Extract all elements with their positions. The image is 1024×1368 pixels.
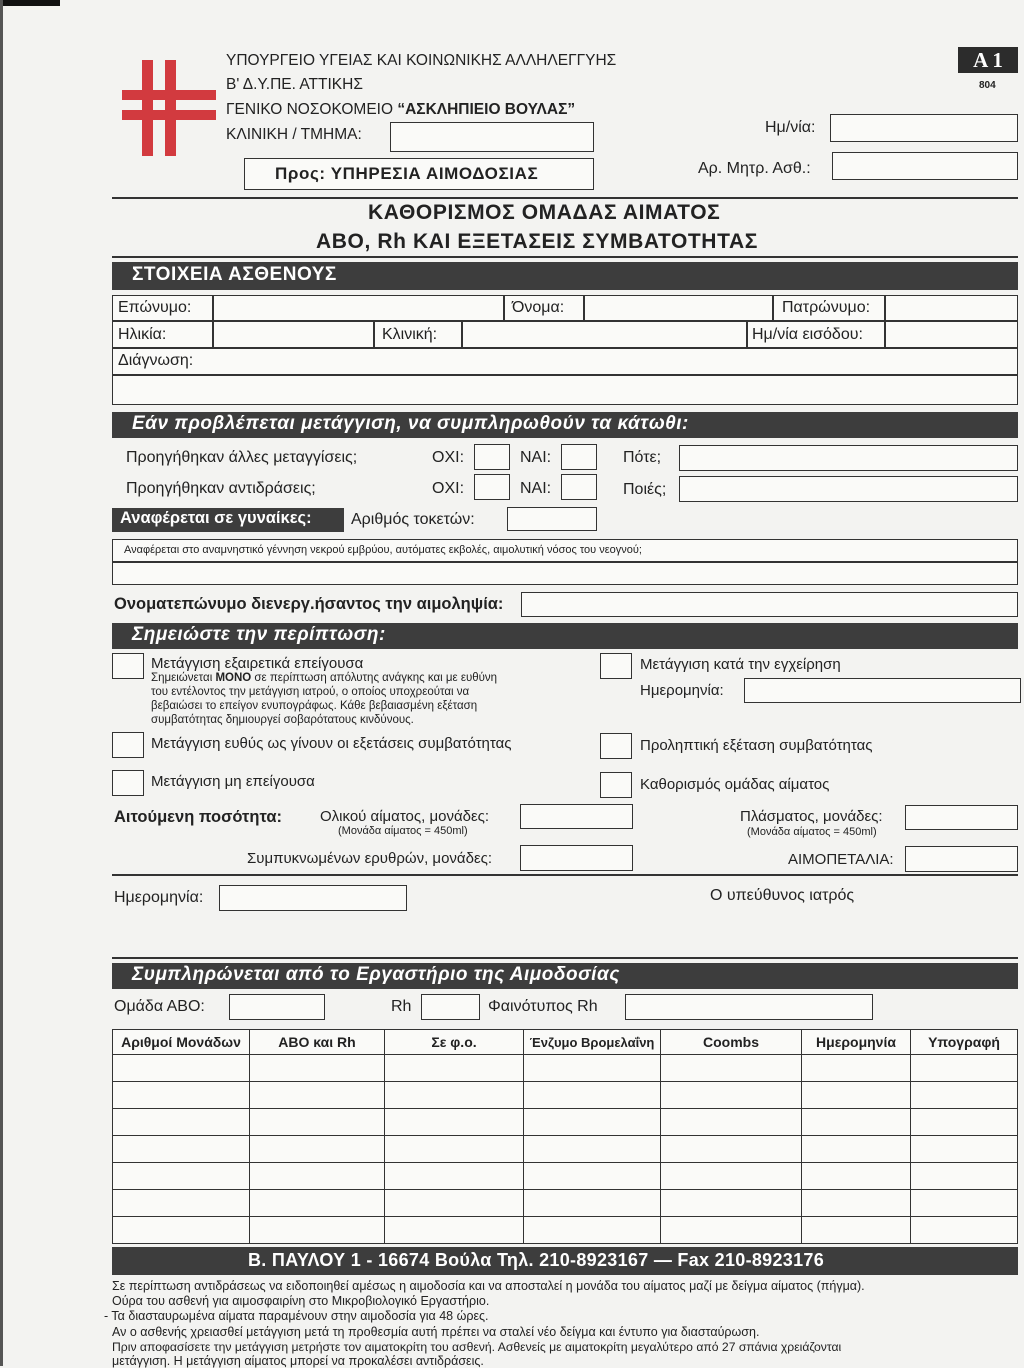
table-cell[interactable] — [385, 1109, 524, 1136]
emergency-label: Μετάγγιση εξαιρετικά επείγουσα — [151, 655, 364, 672]
col-coombs: Coombs — [661, 1030, 802, 1055]
plasma-unit: (Μονάδα αίματος = 450ml) — [747, 826, 877, 838]
prev-transfusions-yes-checkbox[interactable] — [561, 444, 597, 470]
whole-blood-unit: (Μονάδα αίματος = 450ml) — [338, 825, 468, 837]
whole-blood-field[interactable] — [520, 804, 633, 829]
table-cell[interactable] — [385, 1190, 524, 1217]
scan-edge-left — [0, 0, 3, 1366]
table-cell[interactable] — [250, 1217, 385, 1244]
lab-results-table — [112, 1029, 1018, 1244]
history-note: Αναφέρεται στο αναμνηστικό γέννηση νεκρού εμβρύου, αυτόματες εκβολές, αιμολυτική νόσος του νεογνού; — [124, 544, 642, 556]
form-number: 804 — [979, 80, 996, 91]
title-bottom-rule — [112, 256, 1018, 258]
table-cell[interactable] — [385, 1217, 524, 1244]
table-row — [113, 1082, 1018, 1109]
footer-note-2: Ούρα του ασθενή για αιμοσφαιρίνη στο Μικροβιολογικό Εργαστήριο. — [112, 1294, 490, 1308]
drawer-label: Ονοματεπώνυμο διενεργ.ήσαντος την αιμοληψία: — [114, 595, 504, 613]
table-row — [113, 1055, 1018, 1082]
prev-transfusions-yes-label: ΝΑΙ: — [520, 449, 552, 466]
record-field[interactable] — [832, 152, 1018, 180]
footer-note-3: - Τα διασταυρωμένα αίματα παραμένουν στην αιμοδοσία για 48 ώρες. — [104, 1309, 489, 1323]
table-cell[interactable] — [661, 1163, 802, 1190]
patient-row-divider-2 — [112, 347, 1018, 349]
table-cell[interactable] — [524, 1055, 661, 1082]
blood-group-checkbox[interactable] — [600, 772, 632, 798]
surgery-date-label: Ημερομηνία: — [640, 682, 724, 699]
col-date: Ημερομηνία — [802, 1030, 911, 1055]
table-row — [113, 1190, 1018, 1217]
diagnosis-label: Διάγνωση: — [118, 352, 194, 369]
red-cells-field[interactable] — [520, 845, 633, 871]
emergency-note-line-3: βεβαιώσει το επείγον ενυπογράφως. Κάθε βεβαιασμένη εξέταση — [151, 700, 478, 712]
patient-clinic-field[interactable] — [463, 322, 745, 346]
table-cell[interactable] — [385, 1136, 524, 1163]
table-cell[interactable] — [661, 1217, 802, 1244]
col-bromelain: Ένζυμο Βρομελαΐνη — [524, 1030, 661, 1055]
prev-reactions-no-checkbox[interactable] — [474, 474, 510, 500]
table-cell[interactable] — [113, 1190, 250, 1217]
hospital-prefix: ΓΕΝΙΚΟ ΝΟΣΟΚΟΜΕΙΟ — [226, 101, 398, 118]
which-label: Ποιές; — [623, 481, 667, 498]
diagnosis-field[interactable] — [114, 376, 1016, 403]
emergency-note-1a: Σημειώνεται — [151, 672, 216, 684]
footer-note-4: Αν ο ασθενής χρειασθεί μετάγγιση μετά τη προθεσμία αυτή πρέπει να σταλεί νέο δείγμα και έντυπο για διασταύρωση. — [112, 1325, 760, 1339]
table-cell[interactable] — [385, 1163, 524, 1190]
lab-header-text: Συμπληρώνεται από το Εργαστήριο της Αιμοδοσίας — [132, 964, 620, 985]
clinic-field[interactable] — [390, 122, 594, 152]
father-field[interactable] — [886, 296, 1016, 320]
scan-edge-top — [0, 0, 60, 6]
table-cell[interactable] — [113, 1136, 250, 1163]
births-label: Αριθμός τοκετών: — [351, 511, 475, 528]
address-bar — [112, 1247, 1018, 1275]
non-urgent-label: Μετάγγιση μη επείγουσα — [151, 773, 315, 790]
surgery-date-field[interactable] — [744, 678, 1021, 703]
patient-header-text: ΣΤΟΙΧΕΙΑ ΑΣΘΕΝΟΥΣ — [132, 264, 337, 285]
table-cell[interactable] — [113, 1082, 250, 1109]
request-date-field[interactable] — [219, 885, 407, 911]
admission-field[interactable] — [886, 322, 1016, 346]
table-cell[interactable] — [250, 1055, 385, 1082]
col-signature: Υπογραφή — [911, 1030, 1018, 1055]
table-cell[interactable] — [524, 1136, 661, 1163]
table-cell[interactable] — [661, 1055, 802, 1082]
preventive-checkbox[interactable] — [600, 733, 632, 759]
quantity-rule — [112, 874, 1018, 876]
phenotype-label: Φαινότυπος Rh — [488, 998, 598, 1015]
prev-reactions-label: Προηγήθηκαν αντιδράσεις; — [126, 480, 316, 497]
surname-field[interactable] — [214, 296, 502, 320]
transfusion-header-text: Εάν προβλέπεται μετάγγιση, να συμπληρωθούν τα κάτωθι: — [132, 413, 689, 434]
rh-field[interactable] — [421, 994, 480, 1020]
births-field[interactable] — [507, 507, 597, 531]
preventive-label: Προληπτική εξέταση συμβατότητας — [640, 737, 873, 754]
emergency-note-1c: σε περίπτωση απόλυτης ανάγκης και με ευθύνη — [251, 672, 498, 684]
when-field[interactable] — [679, 445, 1018, 471]
hospital-cross-logo — [122, 60, 216, 156]
table-cell[interactable] — [802, 1190, 911, 1217]
table-cell[interactable] — [524, 1217, 661, 1244]
table-cell[interactable] — [661, 1109, 802, 1136]
col-abo-rh: ΑΒΟ και Rh — [250, 1030, 385, 1055]
table-row — [113, 1109, 1018, 1136]
age-field[interactable] — [214, 322, 372, 346]
which-field[interactable] — [679, 476, 1018, 502]
abo-label: Ομάδα ΑΒΟ: — [114, 998, 205, 1015]
surname-label: Επώνυμο: — [118, 299, 192, 316]
record-label: Αρ. Μητρ. Ασθ.: — [698, 160, 811, 177]
prev-reactions-yes-label: ΝΑΙ: — [520, 480, 552, 497]
during-surgery-label: Μετάγγιση κατά την εγχείρηση — [640, 656, 841, 673]
history-answer-field[interactable] — [114, 563, 1016, 583]
table-cell[interactable] — [802, 1055, 911, 1082]
clinic-label: ΚΛΙΝΙΚΗ / ΤΜΗΜΑ: — [226, 126, 362, 143]
prev-reactions-no-label: ΟΧΙ: — [432, 480, 465, 497]
name-field[interactable] — [585, 296, 770, 320]
abo-field[interactable] — [229, 994, 325, 1020]
region-text: Β' Δ.Υ.ΠΕ. ΑΤΤΙΚΗΣ — [226, 76, 363, 93]
plasma-label: Πλάσματος, μονάδες: — [740, 808, 883, 825]
title-line2: ΑΒΟ, Rh ΚΑΙ ΕΞΕΤΑΣΕΙΣ ΣΥΜΒΑΤΟΤΗΤΑΣ — [316, 230, 758, 253]
table-cell[interactable] — [113, 1055, 250, 1082]
table-cell[interactable] — [661, 1136, 802, 1163]
lab-section-header — [112, 963, 1018, 989]
date-label: Ημ/νία: — [765, 119, 816, 136]
table-cell[interactable] — [911, 1217, 1018, 1244]
emergency-note-line-4: συμβατότητας δημιουργεί σοβαρότατους κινδύνους. — [151, 714, 414, 726]
table-cell[interactable] — [524, 1082, 661, 1109]
prev-transfusions-no-checkbox[interactable] — [474, 444, 510, 470]
emergency-note-1b: ΜΟΝΟ — [215, 672, 252, 684]
platelets-field[interactable] — [905, 846, 1018, 872]
col-saline: Σε φ.ο. — [385, 1030, 524, 1055]
table-cell[interactable] — [802, 1109, 911, 1136]
table-row — [113, 1136, 1018, 1163]
table-cell[interactable] — [911, 1082, 1018, 1109]
during-surgery-checkbox[interactable] — [600, 653, 632, 679]
table-cell[interactable] — [524, 1163, 661, 1190]
quantity-label: Αιτούμενη ποσότητα: — [114, 808, 282, 826]
table-cell[interactable] — [524, 1190, 661, 1217]
table-cell[interactable] — [802, 1217, 911, 1244]
request-date-label: Ημερομηνία: — [114, 889, 204, 906]
admission-label: Ημ/νία εισόδου: — [752, 326, 863, 343]
phenotype-field[interactable] — [625, 994, 873, 1020]
table-cell[interactable] — [250, 1109, 385, 1136]
ministry-text: ΥΠΟΥΡΓΕΙΟ ΥΓΕΙΑΣ ΚΑΙ ΚΟΙΝΩΝΙΚΗΣ ΑΛΛΗΛΕΓΓΥΗΣ — [226, 52, 617, 69]
after-tests-checkbox[interactable] — [112, 732, 144, 758]
footer-note-6: μετάγγιση. Η μετάγγιση αίματος μπορεί να προκαλέσει αντιδράσεις. — [112, 1354, 484, 1368]
table-cell[interactable] — [250, 1190, 385, 1217]
to-service-text: Προς: ΥΠΗΡΕΣΙΑ ΑΙΜΟΔΟΣΙΑΣ — [275, 164, 539, 183]
after-tests-label: Μετάγγιση ευθύς ως γίνουν οι εξετάσεις συμβατότητας — [151, 735, 512, 752]
table-cell[interactable] — [911, 1109, 1018, 1136]
admission-divider-left — [746, 321, 748, 348]
emergency-checkbox[interactable] — [112, 653, 144, 679]
table-row — [113, 1163, 1018, 1190]
emergency-note-line-2: του εντέλοντος την μετάγγιση ιατρού, ο οποίος υποχρεούται να — [151, 686, 470, 698]
hospital-name: “ΑΣΚΛΗΠΙΕΙΟ ΒΟΥΛΑΣ” — [397, 101, 576, 118]
lab-top-rule — [112, 957, 1018, 959]
clinic2-divider-left — [373, 321, 375, 348]
table-row — [113, 1217, 1018, 1244]
platelets-label: ΑΙΜΟΠΕΤΑΛΙΑ: — [788, 851, 894, 868]
table-cell[interactable] — [385, 1082, 524, 1109]
table-cell[interactable] — [911, 1055, 1018, 1082]
title-top-rule — [112, 197, 1018, 199]
table-cell[interactable] — [802, 1163, 911, 1190]
table-cell[interactable] — [385, 1055, 524, 1082]
table-cell[interactable] — [911, 1163, 1018, 1190]
table-cell[interactable] — [250, 1136, 385, 1163]
form-code-badge — [958, 47, 1018, 73]
case-section-header — [112, 623, 1018, 649]
whole-blood-label: Ολικού αίματος, μονάδες: — [320, 808, 490, 825]
table-cell[interactable] — [661, 1082, 802, 1109]
table-cell[interactable] — [250, 1163, 385, 1190]
table-cell[interactable] — [113, 1217, 250, 1244]
footer-note-5: Πριν αποφασίσετε την μετάγγιση μετρήστε τον αιματοκρίτη του ασθενή. Ασθενείς με αιματοκρίτη μεγαλύτερο από 27 σπάνια χρειάζονται — [112, 1340, 842, 1354]
women-section-header — [112, 508, 344, 532]
table-cell[interactable] — [911, 1190, 1018, 1217]
table-cell[interactable] — [661, 1190, 802, 1217]
blood-group-label: Καθορισμός ομάδας αίματος — [640, 776, 830, 793]
father-divider-left — [772, 295, 774, 321]
form-code: Α 1 — [973, 48, 1003, 72]
table-cell[interactable] — [250, 1082, 385, 1109]
col-units: Αριθμοί Μονάδων — [113, 1030, 250, 1055]
date-field[interactable] — [830, 114, 1018, 142]
hospital-text — [226, 101, 575, 119]
table-cell[interactable] — [524, 1109, 661, 1136]
lab-table-header-row — [113, 1030, 1018, 1055]
prev-transfusions-no-label: ΟΧΙ: — [432, 449, 465, 466]
table-cell[interactable] — [802, 1136, 911, 1163]
age-label: Ηλικία: — [118, 326, 167, 343]
title-line1: ΚΑΘΟΡΙΣΜΟΣ ΟΜΑΔΑΣ ΑΙΜΑΤΟΣ — [368, 201, 721, 224]
case-header-text: Σημειώστε την περίπτωση: — [132, 624, 386, 645]
name-divider-left — [503, 295, 505, 321]
footer-note-1: Σε περίπτωση αντιδράσεως να ειδοποιηθεί αμέσως η αιμοδοσία και να αποσταλεί η μονάδα του αίματος μαζί με δείγμα αίματος (πήγμα). — [112, 1279, 865, 1293]
drawer-field[interactable] — [521, 592, 1018, 617]
address-text: Β. ΠΑΥΛΟΥ 1 - 16674 Βούλα Τηλ. 210-8923167 — Fax 210-8923176 — [248, 1250, 825, 1270]
table-cell[interactable] — [113, 1163, 250, 1190]
non-urgent-checkbox[interactable] — [112, 770, 144, 796]
women-header-text: Αναφέρεται σε γυναίκες: — [120, 509, 312, 527]
patient-section-header — [112, 262, 1018, 290]
to-service-box — [244, 158, 594, 190]
prev-transfusions-label: Προηγήθηκαν άλλες μεταγγίσεις; — [126, 449, 358, 466]
rh-label: Rh — [391, 998, 412, 1015]
prev-reactions-yes-checkbox[interactable] — [561, 474, 597, 500]
emergency-note-line-1 — [151, 672, 497, 685]
table-cell[interactable] — [802, 1082, 911, 1109]
when-label: Πότε; — [623, 449, 662, 466]
father-label: Πατρώνυμο: — [782, 299, 871, 316]
transfusion-section-header — [112, 412, 1018, 438]
doctor-label: Ο υπεύθυνος ιατρός — [710, 887, 855, 904]
patient-clinic-label: Κλινική: — [382, 326, 438, 343]
plasma-field[interactable] — [905, 805, 1018, 830]
table-cell[interactable] — [911, 1136, 1018, 1163]
name-label: Όνομα: — [512, 299, 565, 316]
table-cell[interactable] — [113, 1109, 250, 1136]
red-cells-label: Συμπυκνωμένων ερυθρών, μονάδες: — [247, 850, 493, 867]
